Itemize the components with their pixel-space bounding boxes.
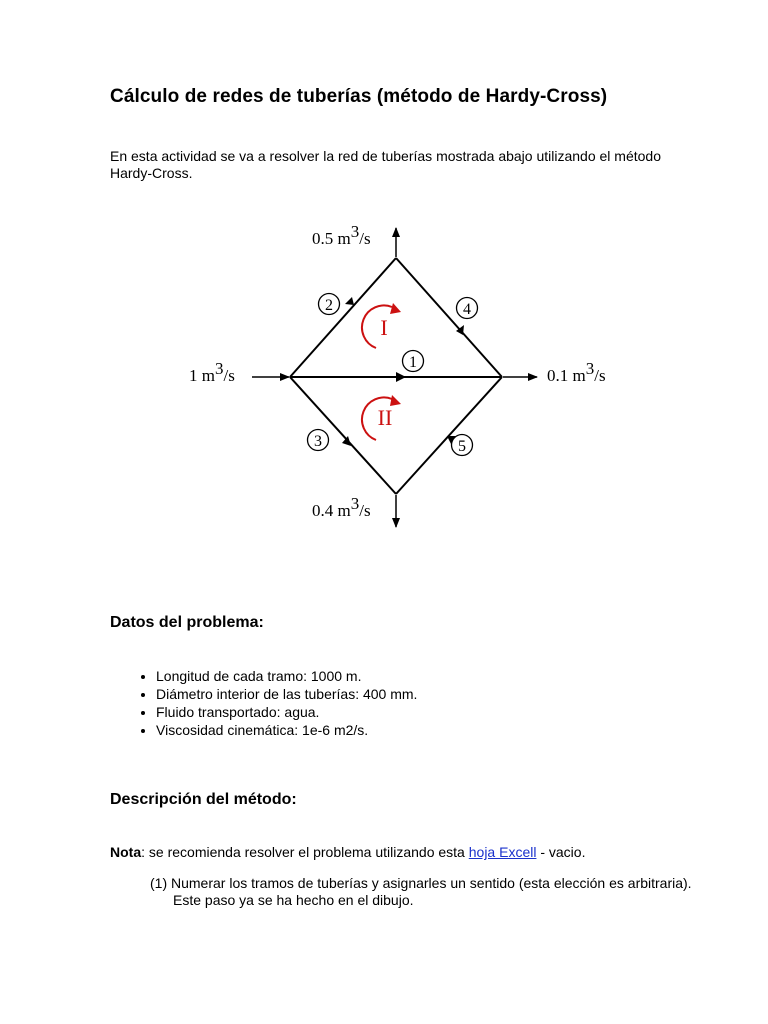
pipe-network-diagram (0, 205, 768, 535)
pipe-5-badge (452, 435, 473, 456)
svg-text:3: 3 (314, 433, 322, 450)
svg-text:I: I (380, 315, 388, 340)
loop-i-indicator (362, 303, 401, 348)
svg-text:5: 5 (458, 438, 466, 455)
svg-text:II: II (377, 405, 393, 430)
note-label: Nota (110, 844, 142, 860)
intro-paragraph: En esta actividad se va a resolver la red de tuberías mostrada abajo utilizando el método Hardy-Cross. (110, 148, 661, 181)
list-item: • Fluido transportado: agua. (156, 703, 417, 721)
excel-sheet-link[interactable]: hoja Excell (468, 844, 537, 860)
step-1-text: (1) Numerar los tramos de tuberías y asignarles un sentido (esta elección es arbitraria). Este paso ya se ha hecho en el dibujo. (150, 875, 692, 908)
pipe-5-line (396, 377, 502, 494)
pipe-2-badge (319, 294, 340, 315)
svg-text:4: 4 (463, 301, 471, 318)
right-flow-label: 0.1 m3/s (547, 359, 606, 385)
pipe-1-arrow (396, 372, 406, 382)
datos-list (110, 667, 417, 739)
datos-heading: Datos del problema: (110, 614, 264, 631)
note-paragraph (110, 844, 585, 860)
svg-text:2: 2 (325, 297, 333, 314)
note-tail: - vacio. (536, 844, 586, 860)
list-item: • Longitud de cada tramo: 1000 m. (156, 667, 417, 685)
pipe-2-arrow (345, 297, 354, 305)
metodo-heading: Descripción del método: (110, 791, 297, 808)
list-item: • Diámetro interior de las tuberías: 400 mm. (156, 685, 417, 703)
svg-text:1: 1 (409, 354, 417, 371)
left-flow-label: 1 m3/s (189, 359, 235, 385)
pipe-4-badge (457, 298, 478, 319)
page-title: Cálculo de redes de tuberías (método de Hardy-Cross) (110, 86, 608, 107)
loop-ii-indicator (362, 395, 401, 440)
note-text: : se recomienda resolver el problema utilizando esta (141, 844, 469, 860)
pipe-1-badge (403, 351, 424, 372)
pipe-3-arrow (342, 436, 351, 446)
pipe-3-line (290, 377, 396, 494)
pipe-3-badge (308, 430, 329, 451)
top-flow-label: 0.5 m3/s (312, 222, 371, 248)
bottom-flow-label: 0.4 m3/s (312, 494, 371, 520)
list-item: • Viscosidad cinemática: 1e-6 m2/s. (156, 721, 417, 739)
